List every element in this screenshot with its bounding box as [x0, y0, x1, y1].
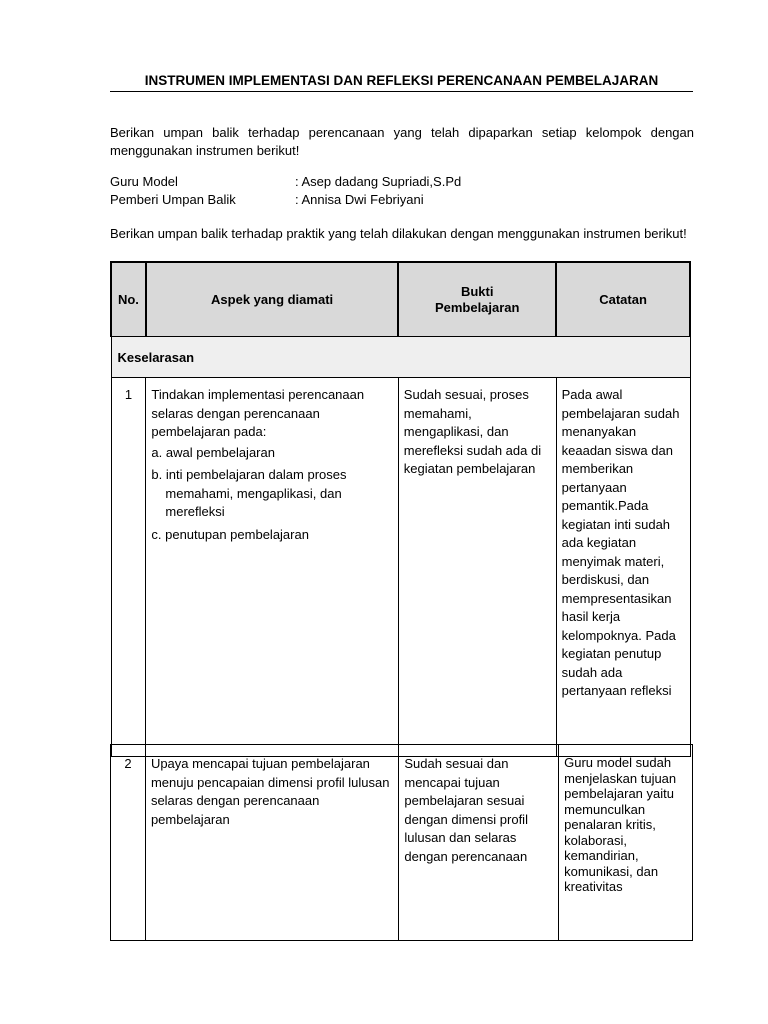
list-item: a. awal pembelajaran — [151, 444, 275, 460]
meta-info — [110, 173, 461, 209]
intro-paragraph-1: Berikan umpan balik terhadap perencanaan yang telah dipaparkan setiap kelompok dengan menggunakan instrumen berikut! — [110, 125, 694, 158]
section-label: Keselarasan — [111, 337, 690, 378]
row-aspek — [146, 378, 398, 757]
meta-value: : Annisa Dwi Febriyani — [295, 192, 424, 207]
table-row — [111, 745, 693, 941]
row-catatan: Guru model sudah menjelaskan tujuan pembelajaran yaitu memunculkan penalaran kritis, kolaborasi, kemandirian, komunikasi, dan kreativitas — [559, 745, 693, 941]
meta-label: Pemberi Umpan Balik — [110, 192, 236, 207]
row-bukti: Sudah sesuai dan mencapai tujuan pembelajaran sesuai dengan dimensi profil lulusan dan selaras dengan perencanaan — [399, 745, 559, 941]
intro-paragraph-2: Berikan umpan balik terhadap praktik yang telah dilakukan dengan menggunakan instrumen berikut! — [110, 226, 687, 241]
table-header-row — [111, 262, 690, 337]
table-row — [111, 378, 690, 757]
meta-row-guru-model — [110, 173, 461, 191]
meta-label: Guru Model — [110, 174, 178, 189]
meta-row-pemberi-umpan-balik — [110, 191, 461, 209]
list-item: b. inti pembelajaran dalam proses memahami, mengaplikasi, dan merefleksi — [151, 467, 347, 519]
row-aspek: Upaya mencapai tujuan pembelajaran menuju pencapaian dimensi profil lulusan selaras dengan perencanaan pembelajaran — [145, 745, 398, 941]
row-bukti: Sudah sesuai, proses memahami, mengaplikasi, dan merefleksi sudah ada di kegiatan pembelajaran — [398, 378, 556, 757]
row-number: 2 — [111, 745, 146, 941]
instrument-table-continued — [110, 744, 693, 941]
document-title: INSTRUMEN IMPLEMENTASI DAN REFLEKSI PERENCANAAN PEMBELAJARAN — [110, 73, 693, 92]
row-catatan: Pada awal pembelajaran sudah menanyakan keaadan siswa dan memberikan pertanyaan pemantik.Pada kegiatan inti sudah ada kegiatan menyimak materi, berdiskusi, dan mempresentasikan hasil kerja kelompoknya. Pada kegiatan penutup sudah ada pertanyaan refleksi — [556, 378, 690, 757]
header-no: No. — [111, 262, 146, 337]
section-row — [111, 337, 690, 378]
aspek-list — [151, 444, 392, 545]
header-bukti: Bukti Pembelajaran — [398, 262, 556, 337]
header-catatan: Catatan — [556, 262, 690, 337]
row-number: 1 — [111, 378, 146, 757]
header-aspek: Aspek yang diamati — [146, 262, 398, 337]
aspek-text: Tindakan implementasi perencanaan selaras dengan perencanaan pembelajaran pada: — [151, 387, 365, 439]
meta-value: : Asep dadang Supriadi,S.Pd — [295, 174, 462, 189]
list-item: c. penutupan pembelajaran — [151, 526, 309, 542]
instrument-table — [110, 261, 691, 757]
